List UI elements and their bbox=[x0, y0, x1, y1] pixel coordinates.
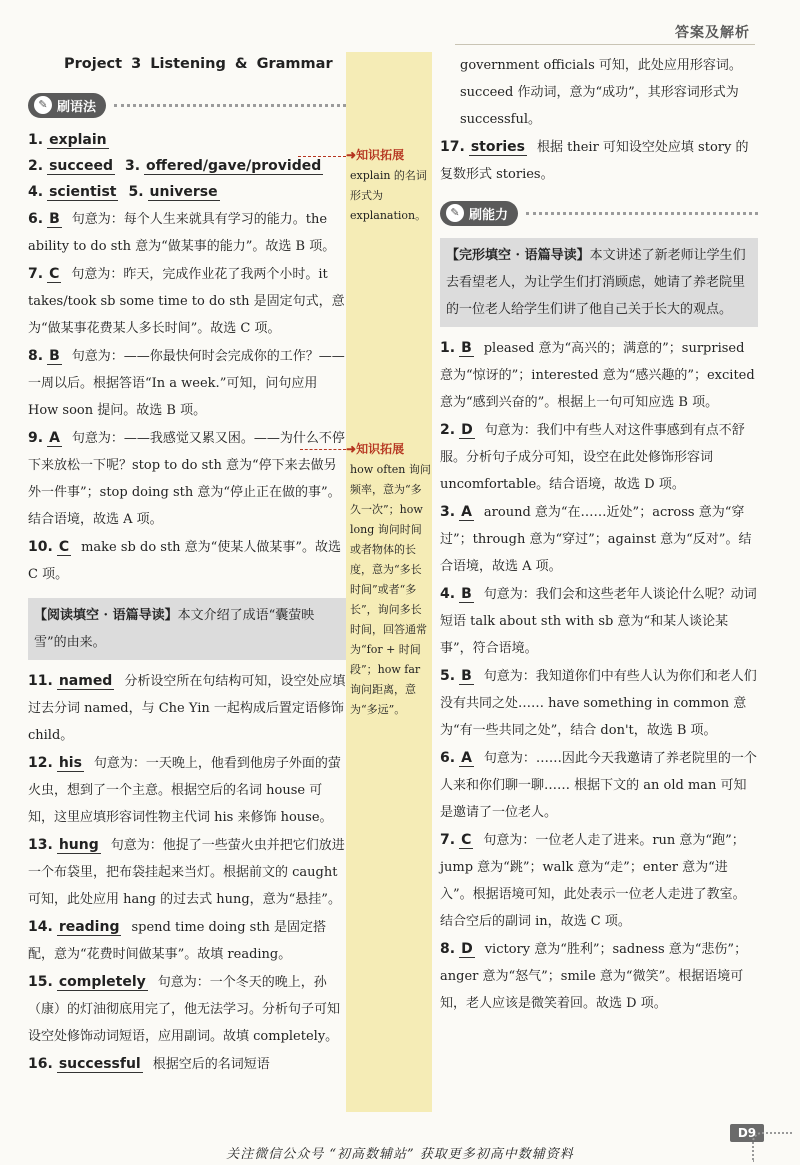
list-item: 7. C 句意为：昨天，完成作业花了我两个小时。it takes/took sb some time to do sth 是固定句式，意为“做某事花费某人多长时间”。故选 C 项。 bbox=[28, 266, 345, 336]
list-item: 4. B 句意为：我们会和这些老年人谈论什么呢？动词短语 talk about sth with sb 意为“和某人谈论某事”，符合语境。 bbox=[440, 586, 757, 656]
list-item: 2. D 句意为：我们中有些人对这件事感到有点不舒服。分析句子成分可知，设空在此处修饰形容词 uncomfortable。结合语境，故选 D 项。 bbox=[440, 422, 745, 492]
list-item: 3. A around 意为“在……近处”；across 意为“穿过”；through 意为“穿过”；against 意为“反对”。结合语境，故选 A 项。 bbox=[440, 504, 752, 574]
list-item: 14. reading spend time doing sth 是固定搭配，意为“花费时间做某事”。故填 reading。 bbox=[28, 919, 327, 962]
side-note-2-text: how often 询问频率，意为“多久一次”；how long 询问时间或者物体的长度，意为“多长时间”或者“多长”，询问多长时间，回答通常为“for + 时间段”；how far 询问距离，意为“多远”。 bbox=[350, 463, 431, 716]
list-item: 13. hung 句意为：他捉了一些萤火虫并把它们放进一个布袋里，把布袋挂起来当灯。根据前文的 caught 可知，此处应用 hang 的过去式 hung，意为“悬挂”。 bbox=[28, 837, 345, 907]
ability-badge: ✎ 刷能力 bbox=[440, 201, 518, 226]
side-note-2 bbox=[346, 440, 436, 720]
ability-section-header bbox=[440, 198, 758, 228]
side-note-1 bbox=[346, 146, 436, 226]
page-number: D9 bbox=[730, 1124, 764, 1142]
grammar-section-header bbox=[28, 90, 346, 120]
project-title: Project 3 Listening & Grammar bbox=[64, 56, 333, 72]
list-item: 1. B pleased 意为“高兴的；满意的”；surprised 意为“惊讶的”；interested 意为“感兴趣的”；excited 意为“感到兴奋的”。根据上一句可知应选 B 项。 bbox=[440, 340, 755, 410]
list-item: 6. A 句意为：……因此今天我邀请了养老院里的一个人来和你们聊一聊…… 根据下文的 an old man 可知是邀请了一位老人。 bbox=[440, 750, 757, 820]
left-column bbox=[28, 52, 346, 1079]
reading-guide: 【阅读填空 · 语篇导读】本文介绍了成语“囊萤映雪”的由来。 bbox=[28, 598, 346, 660]
side-note-1-text: explain 的名词形式为 explanation。 bbox=[350, 169, 427, 222]
continued-text: government officials 可知，此处应用形容词。succeed 作动词，意为“成功”，其形容词形式为 successful。 bbox=[460, 58, 742, 127]
list-item: 4. scientist 5. universe bbox=[28, 184, 218, 200]
list-item: 8. B 句意为：——你最快何时会完成你的工作？——一周以后。根据答语“In a week.”可知，问句应用 How soon 提问。故选 B 项。 bbox=[28, 348, 345, 418]
list-item: 1. explain bbox=[28, 132, 107, 148]
dotted-divider bbox=[114, 104, 346, 107]
list-item: 12. his 句意为：一天晚上，他看到他房子外面的萤火虫，想到了一个主意。根据空后的名词 house 可知，这里应填形容词性物主代词 his 来修饰 house。 bbox=[28, 755, 341, 825]
header-tag: 答案及解析 bbox=[675, 25, 750, 41]
list-item: 16. successful 根据空后的名词短语 bbox=[28, 1056, 270, 1072]
right-column bbox=[440, 52, 758, 1018]
list-item: 9. A 句意为：——我感觉又累又困。——为什么不停下来放松一下呢？stop to do sth 意为“停下来去做另外一件事”；stop doing sth 意为“停止正在做的事”。结合语境，故选 A 项。 bbox=[28, 430, 345, 527]
side-note-1-title: ➜知识拓展 bbox=[346, 148, 405, 162]
grammar-badge: ✎ 刷语法 bbox=[28, 93, 106, 118]
list-item: 11. named 分析设空所在句结构可知，设空处应填过去分词 named，与 Che Yin 一起构成后置定语修饰 child。 bbox=[28, 673, 346, 743]
list-item: 15. completely 句意为：一个冬天的晚上，孙（康）的灯油彻底用完了，他无法学习。分析句子可知设空处修饰动词短语，应用副词。故填 completely。 bbox=[28, 974, 341, 1044]
list-item: 2. succeed 3. offered/gave/provided bbox=[28, 158, 322, 174]
list-item: 10. C make sb do sth 意为“使某人做某事”。故选C 项。 bbox=[28, 539, 341, 582]
header-divider bbox=[455, 44, 755, 45]
list-item: 8. D victory 意为“胜利”；sadness 意为“悲伤”；anger 意为“怒气”；smile 意为“微笑”。根据语境可知，老人应该是微笑着回。故选 D 项。 bbox=[440, 941, 748, 1011]
side-note-2-title: ➜知识拓展 bbox=[346, 442, 405, 456]
list-item: 5. B 句意为：我知道你们中有些人认为你们和老人们没有共同之处…… have something in common 意为“有一些共同之处”，结合 don't，故选 B 项。 bbox=[440, 668, 757, 738]
footer-note: 关注微信公众号 “初高数辅站” 获取更多初高中数辅资料 bbox=[226, 1147, 574, 1162]
cloze-guide: 【完形填空 · 语篇导读】本文讲述了新老师让学生们去看望老人，为让学生们打消顾虑，她请了养老院里的一位老人给学生们讲了他自己关于长大的观点。 bbox=[440, 238, 758, 327]
list-item: 6. B 句意为：每个人生来就具有学习的能力。the ability to do sth 意为“做某事的能力”。故选 B 项。 bbox=[28, 211, 336, 254]
pencil-icon: ✎ bbox=[34, 96, 52, 114]
list-item: 17. stories 根据 their 可知设空处应填 story 的复数形式 stories。 bbox=[440, 139, 749, 182]
pencil-icon: ✎ bbox=[446, 204, 464, 222]
list-item: 7. C 句意为：一位老人走了进来。run 意为“跑”；jump 意为“跳”；walk 意为“走”；enter 意为“进入”。根据语境可知，此处表示一位老人走进了教室。结合空后的副词 in，故选 C 项。 bbox=[440, 832, 746, 929]
dotted-divider bbox=[526, 212, 758, 215]
